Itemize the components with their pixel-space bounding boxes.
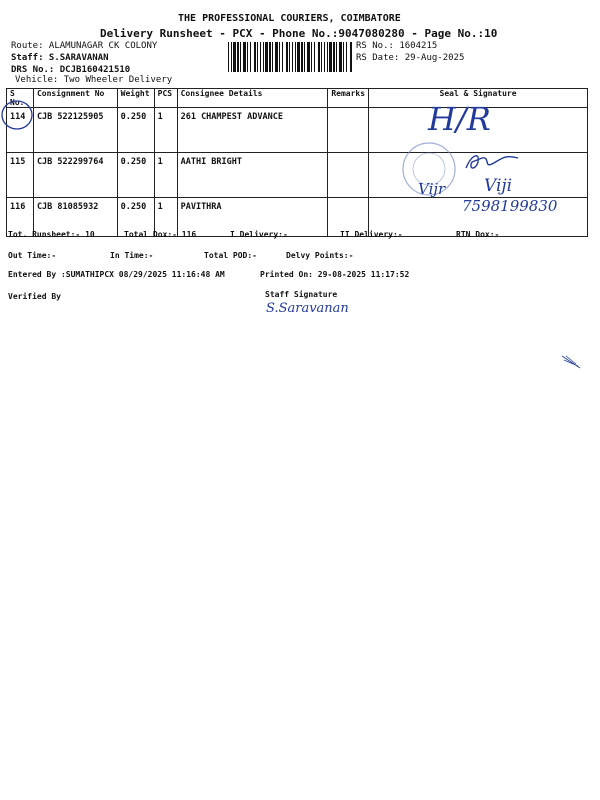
col-consignee: Consignee Details: [177, 89, 328, 108]
cell-sno: 114: [7, 108, 34, 153]
total-pod: Total POD:-: [204, 251, 257, 260]
rs-number: RS No.: 1604215: [356, 41, 438, 51]
handwritten-mark: H/R: [428, 100, 491, 138]
rs-date: RS Date: 29-Aug-2025: [356, 53, 465, 63]
barcode-image: [228, 42, 352, 72]
cell-pcs: 1: [154, 108, 177, 153]
route-text: Route: ALAMUNAGAR CK COLONY: [11, 41, 158, 51]
col-weight: Weight: [117, 89, 154, 108]
col-remarks: Remarks: [328, 89, 369, 108]
cell-remarks: [328, 153, 369, 198]
vehicle-text: Vehicle: Two Wheeler Delivery: [15, 75, 173, 85]
cell-sno: 115: [7, 153, 34, 198]
table-header-row: [7, 89, 588, 108]
ii-delivery: II Delivery:-: [340, 230, 403, 239]
col-pcs: PCS: [154, 89, 177, 108]
cell-sno: 116: [7, 198, 34, 237]
out-time: Out Time:-: [8, 251, 57, 260]
cell-consignment: CJB 522125905: [33, 108, 117, 153]
cell-pcs: 1: [154, 153, 177, 198]
staff-signature-label: Staff Signature: [265, 290, 338, 299]
delvy-points: Delvy Points:-: [286, 251, 354, 260]
col-consignment: Consignment No: [33, 89, 117, 108]
handwritten-phone: 7598199830: [462, 197, 558, 215]
entered-by: Entered By :SUMATHIPCX 08/29/2025 11:16:48 AM: [8, 270, 225, 279]
cell-weight: 0.250: [117, 108, 154, 153]
cell-pcs: 1: [154, 198, 177, 237]
cell-consignee: PAVITHRA: [177, 198, 328, 237]
col-seal: Seal & Signature: [369, 89, 588, 108]
handwritten-signature-icon: [462, 148, 522, 176]
verified-by: Verified By: [8, 292, 61, 301]
cell-remarks: [328, 108, 369, 153]
handdrawn-circle-icon: [0, 98, 34, 132]
company-name: THE PROFESSIONAL COURIERS, COIMBATORE: [178, 13, 401, 24]
cell-consignee: AATHI BRIGHT: [177, 153, 328, 198]
page-title: Delivery Runsheet - PCX - Phone No.:9047080280 - Page No.:10: [100, 27, 498, 40]
cell-consignment: CJB 81085932: [33, 198, 117, 237]
total-dox: Total Dox:- 116: [124, 230, 197, 239]
handwritten-signature: Vijr: [418, 180, 446, 198]
pen-mark-icon: [560, 354, 582, 370]
cell-consignment: CJB 522299764: [33, 153, 117, 198]
staff-text: Staff: S.SARAVANAN: [11, 53, 109, 63]
col-sno: S No.: [7, 89, 34, 108]
table-row: [7, 108, 588, 153]
tot-runsheet: Tot. Runsheet:- 10: [8, 230, 95, 239]
in-time: In Time:-: [110, 251, 154, 260]
cell-weight: 0.250: [117, 153, 154, 198]
cell-weight: 0.250: [117, 198, 154, 237]
handwritten-name: Viji: [484, 176, 513, 196]
i-delivery: I Delivery:-: [230, 230, 288, 239]
staff-signature-handwritten: S.Saravanan: [266, 301, 349, 316]
drs-text: DRS No.: DCJB160421510: [11, 65, 131, 75]
printed-on: Printed On: 29-08-2025 11:17:52: [260, 270, 410, 279]
cell-consignee: 261 CHAMPEST ADVANCE: [177, 108, 328, 153]
rtn-dox: RTN Dox:-: [456, 230, 500, 239]
